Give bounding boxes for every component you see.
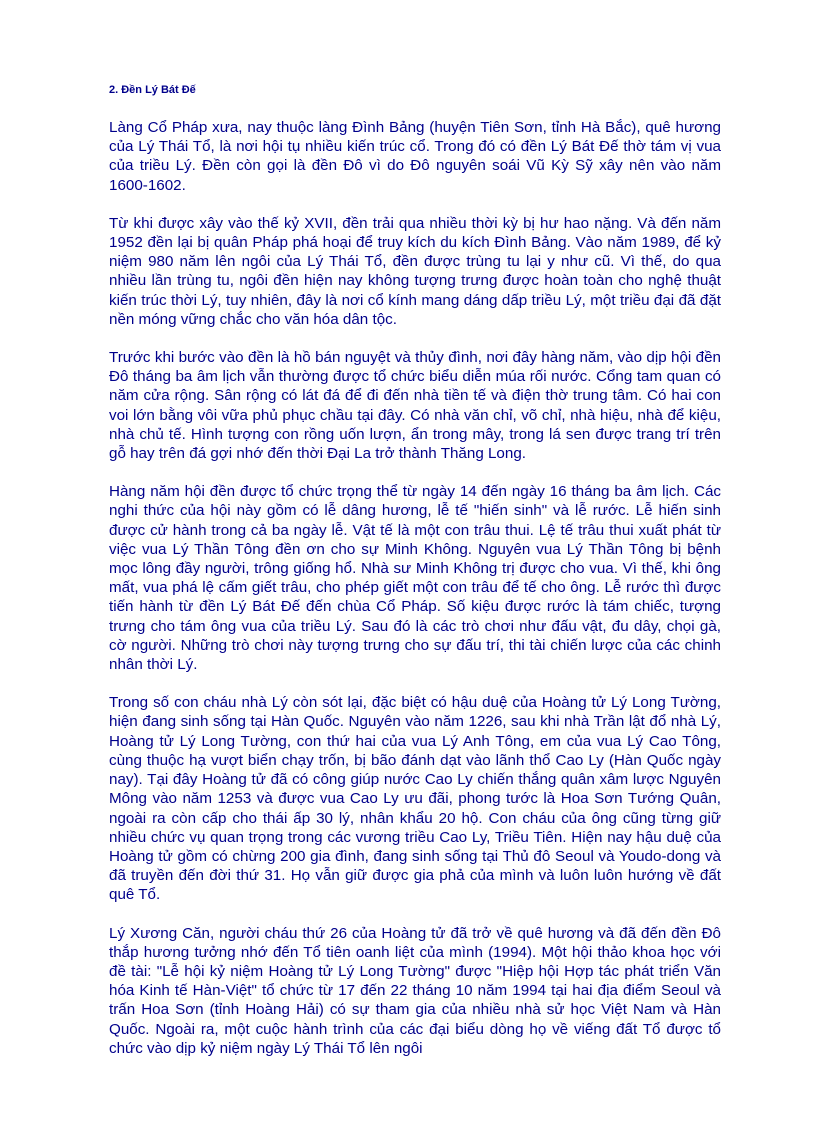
paragraph-descendants: Trong số con cháu nhà Lý còn sót lại, đặc biệt có hậu duệ của Hoàng tử Lý Long Tường, hiện đang sinh sống tại Hàn Quốc. Nguyên vào năm 1226, sau khi nhà Trần lật đổ nhà Lý, Hoàng tử Lý Long Tường, con thứ hai của vua Lý Anh Tông, em của vua Lý Cao Tông, cùng thuộc hạ vượt biển chạy trốn, bị bão đánh dạt vào lãnh thổ Cao Ly (Hàn Quốc ngày nay). Tại đây Hoàng tử đã có công giúp nước Cao Ly chiến thắng quân xâm lược Nguyên Mông vào năm 1253 và được vua Cao Ly ưu đãi, phong tước là Hoa Sơn Tướng Quân, ngoài ra còn cấp cho thái ấp 30 lý, nhân khẩu 20 hộ. Con cháu của ông cũng từng giữ nhiều chức vụ quan trọng trong các vương triều Cao Ly, Triều Tiên. Hiện nay hậu duệ của Hoàng tử gồm có chừng 200 gia đình, đang sinh sống tại Thủ đô Seoul và Youdo-dong và đã truyền đến đời thứ 31. Họ vẫn giữ được gia phả của mình và luôn luôn hướng về đất quê Tổ.	[109, 694, 721, 904]
paragraph-festival: Hàng năm hội đền được tổ chức trọng thể từ ngày 14 đến ngày 16 tháng ba âm lịch. Các nghi thức của hội này gồm có lễ dâng hương, lễ tế "hiến sinh" và lễ rước. Lễ hiến sinh được cử hành trong cả ba ngày lễ. Vật tế là một con trâu thui. Lệ tế trâu thui xuất phát từ việc vua Lý Thần Tông đền ơn cho sự Minh Không. Nguyên vua Lý Thần Tông bị bệnh mọc lông đầy người, trông giống hổ. Nhà sư Minh Không trị được cho vua. Vì thế, khi ông mất, vua phá lệ cấm giết trâu, cho phép giết một con trâu để tế cho ông. Lễ rước thì được tiến hành từ đền Lý Bát Đế đến chùa Cổ Pháp. Số kiệu được rước là tám chiếc, tượng trưng cho tám ông vua của triều Lý. Sau đó là các trò chơi như đấu vật, đu dây, chọi gà, cờ người. Những trò chơi này tượng trưng cho sự đấu trí, thi tài chiến lược của các chinh nhân thời Lý.	[109, 483, 721, 674]
paragraph-restoration: Từ khi được xây vào thế kỷ XVII, đền trải qua nhiều thời kỳ bị hư hao nặng. Và đến năm 1952 đền lại bị quân Pháp phá hoại để truy kích du kích Đình Bảng. Vào năm 1989, để kỷ niệm 980 năm lên ngôi của Lý Thái Tổ, đền được trùng tu lại y như cũ. Vì thế, do qua nhiều lần trùng tu, ngôi đền hiện nay không tượng trưng được hoàn toàn cho nghệ thuật kiến trúc thời Lý, tuy nhiên, đây là nơi cổ kính mang dáng dấp triều Lý, một triều đại đã đặt nền móng vững chắc cho văn hóa dân tộc.	[109, 214, 721, 328]
paragraph-village-history: Làng Cổ Pháp xưa, nay thuộc làng Đình Bảng (huyện Tiên Sơn, tỉnh Hà Bắc), quê hương của Lý Thái Tổ, là nơi hội tụ nhiều kiến trúc cổ. Trong đó có đền Lý Bát Đế thờ tám vị vua của triều Lý. Đền còn gọi là đền Đô vì do Đô nguyên soái Vũ Kỳ Sỹ xây nên vào năm 1600-1602.	[109, 119, 721, 194]
section-heading: 2. Đền Lý Bát Đế	[109, 84, 196, 96]
article-body	[109, 118, 721, 1077]
paragraph-commemoration: Lý Xương Căn, người cháu thứ 26 của Hoàng tử đã trở về quê hương và đã đến đền Đô thắp hương tưởng nhớ đến Tổ tiên oanh liệt của mình (1994). Một hội thảo khoa học với đề tài: "Lễ hội kỷ niệm Hoàng tử Lý Long Tường" được "Hiệp hội Hợp tác phát triển Văn hóa Kinh tế Hàn-Việt" tổ chức từ 17 đến 22 tháng 10 năm 1994 tại hai địa điểm Seoul và trấn Hoa Sơn (tỉnh Hoàng Hải) có sự tham gia của nhiều nhà sử học Việt Nam và Hàn Quốc. Ngoài ra, một cuộc hành trình của các đại biểu dòng họ về viếng đất Tổ được tổ chức vào dịp kỷ niệm ngày Lý Thái Tổ lên ngôi	[109, 924, 721, 1057]
paragraph-architecture: Trước khi bước vào đền là hồ bán nguyệt và thủy đình, nơi đây hàng năm, vào dịp hội đền Đô tháng ba âm lịch vẫn thường được tổ chức biểu diễn múa rối nước. Cổng tam quan có năm cửa rộng. Sân rộng có lát đá để đi đến nhà tiền tế và điện thờ trung tâm. Có hai con voi lớn bằng vôi vữa phủ phục chầu tại đây. Có nhà văn chỉ, võ chỉ, nhà hiệu, nhà để kiệu, nhà chủ tế. Hình tượng con rồng uốn lượn, ẩn trong mây, trong lá sen được trang trí trên gỗ hay trên đá gợi nhớ đến thời Đại La trở thành Thăng Long.	[109, 349, 721, 463]
